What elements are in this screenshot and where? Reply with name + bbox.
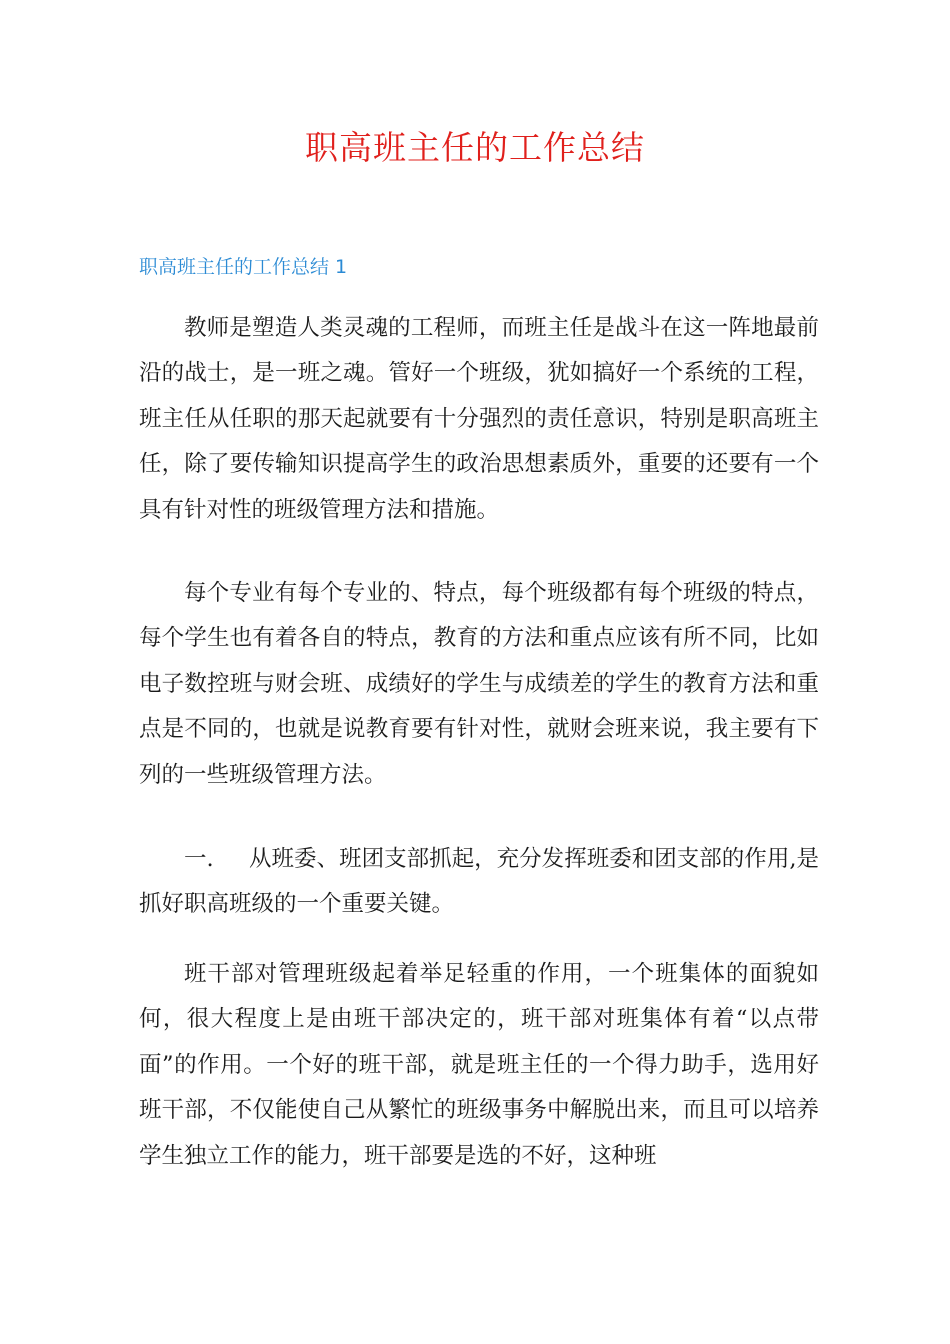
paragraph-2: 每个专业有每个专业的、特点，每个班级都有每个班级的特点，每个学生也有着各自的特点，教育的方法和重点应该有所不同，比如电子数控班与财会班、成绩好的学生与成绩差的学生的教育方法和重点是不同的，也就是说教育要有针对性，就财会班来说，我主要有下列的一些班级管理方法。 xyxy=(139,580,819,788)
item-text: 从班委、班团支部抓起，充分发挥班委和团支部的作用,是抓好职高班级的一个重要关键。 xyxy=(139,846,819,918)
section-heading: 职高班主任的工作总结 1 xyxy=(139,256,348,278)
paragraph-3-numbered-item xyxy=(139,837,819,928)
paragraph-1: 教师是塑造人类灵魂的工程师，而班主任是战斗在这一阵地最前沿的战士，是一班之魂。管好一个班级，犹如搞好一个系统的工程，班主任从任职的那天起就要有十分强烈的责任意识，特别是职高班主任，除了要传输知识提高学生的政治思想素质外，重要的还要有一个具有针对性的班级管理方法和措施。 xyxy=(139,315,819,523)
document-title: 职高班主任的工作总结 xyxy=(305,128,645,167)
item-number: 一. xyxy=(184,846,214,872)
paragraph-4: 班干部对管理班级起着举足轻重的作用，一个班集体的面貌如何，很大程度上是由班干部决定的，班干部对班集体有着“以点带面”的作用。一个好的班干部，就是班主任的一个得力助手，选用好班干部，不仅能使自己从繁忙的班级事务中解脱出来，而且可以培养学生独立工作的能力，班干部要是选的不好，这种班 xyxy=(139,961,819,1169)
